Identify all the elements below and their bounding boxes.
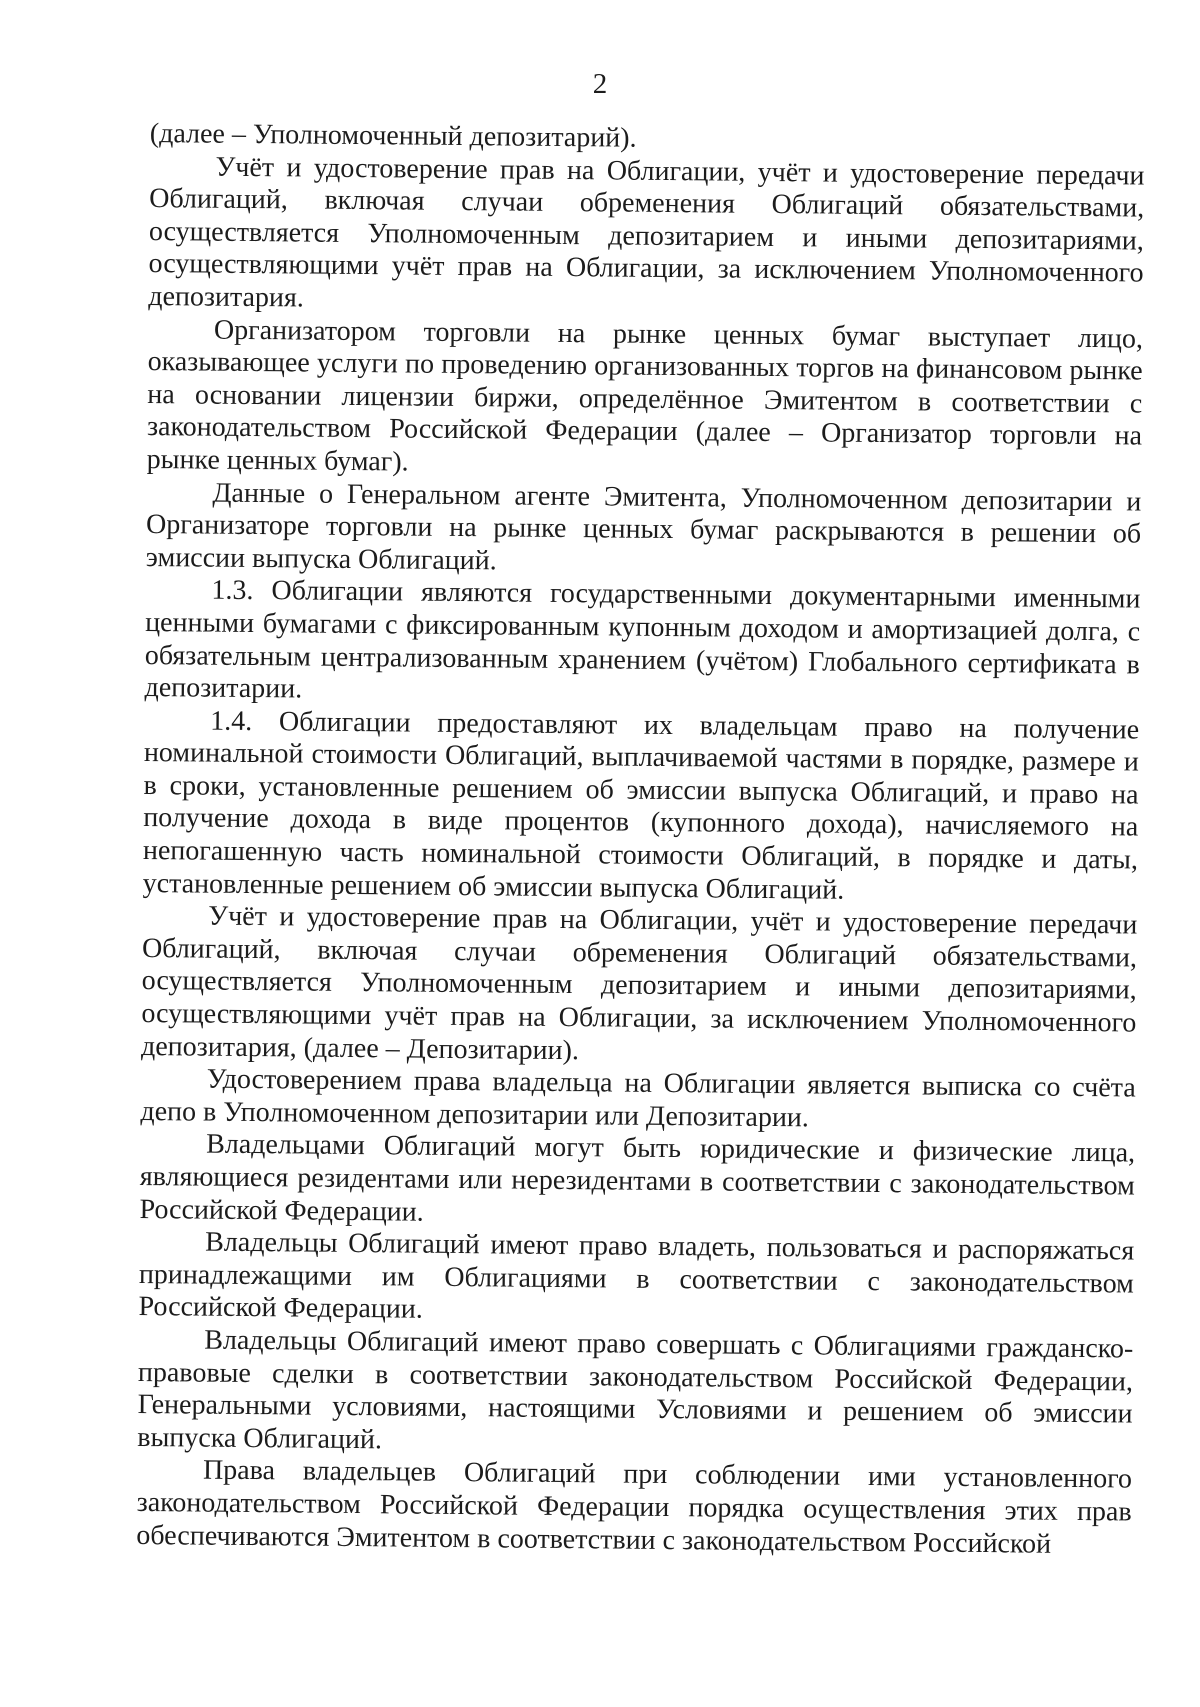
paragraph-1-3: 1.3. Облигации являются государственными документарными именными ценными бумагами с фиксированным купонным доходом и амортизацией долга, с обязательным централизованным хранением (учётом) Глобального сертификата в депозитарии. <box>144 574 1141 705</box>
paragraph-owners: Владельцами Облигаций могут быть юридические и физические лица, являющиеся резидентами или нерезидентами в соответствии с законодательством Российской Федерации. <box>139 1128 1136 1228</box>
page-number: 2 <box>592 68 608 100</box>
paragraph-disclosure: Данные о Генеральном агенте Эмитента, Уполномоченном депозитарии и Организаторе торговли на рынке ценных бумаг раскрываются в решении об эмиссии выпуска Облигаций. <box>145 477 1142 577</box>
paragraph-transactions: Владельцы Облигаций имеют право совершать с Облигациями гражданско-правовые сделки в соответствии законодательством Российской Федерации, Генеральными условиями, настоящими Условиями и решением об эмиссии выпуска Облигаций. <box>137 1324 1134 1456</box>
paragraph-rights-protection: Права владельцев Облигаций при соблюдении ими установленного законодательством Российской Федерации порядка осуществления этих прав обеспечиваются Эмитентом в соответствии с законодательством Российской <box>136 1454 1133 1560</box>
paragraph-1-4: 1.4. Облигации предоставляют их владельцам право на получение номинальной стоимости Облигаций, выплачиваемой частями в порядке, размере и в сроки, установленные решением об эмиссии выпуска Облигаций, и право на получение дохода в виде процентов (купонного дохода), начисляемого на непогашенную часть номинальной стоимости Облигаций, в порядке и даты, установленные решением об эмиссии выпуска Облигаций. <box>142 705 1140 906</box>
paragraph-certification: Удостоверением права владельца на Облигации является выписка со счёта депо в Уполномоченном депозитарии или Депозитарии. <box>140 1063 1136 1134</box>
paragraph-depositaries: Учёт и удостоверение прав на Облигации, учёт и удостоверение передачи Облигаций, включая случаи обременения Облигаций обязательствами, осуществляется Уполномоченным депозитарием и иными депозитариями, осуществляющими учёт прав на Облигации, за исключением Уполномоченного депозитария, (далее – Депозитарии). <box>140 900 1138 1066</box>
paragraph-trade-organizer: Организатором торговли на рынке ценных бумаг выступает лицо, оказывающее услуги по проведению организованных торгов на финансовом рынке на основании лицензии биржи, определённое Эмитентом в соответствии с законодательством Российской Федерации (далее – Организатор торговли на рынке ценных бумаг). <box>146 314 1144 478</box>
paragraph-continuation: (далее – Уполномоченный депозитарий). <box>149 118 637 154</box>
paragraph-rights-accounting: Учёт и удостоверение прав на Облигации, учёт и удостоверение передачи Облигаций, включая случаи обременения Облигаций обязательствами, осуществляется Уполномоченным депозитарием и иными депозитариями, осуществляющими учёт прав на Облигации, за исключением Уполномоченного депозитария. <box>148 151 1145 314</box>
document-body <box>136 118 1145 1562</box>
paragraph-owner-rights: Владельцы Облигаций имеют право владеть, пользоваться и распоряжаться принадлежащими им Облигациями в соответствии с законодательством Российской Федерации. <box>138 1226 1135 1326</box>
